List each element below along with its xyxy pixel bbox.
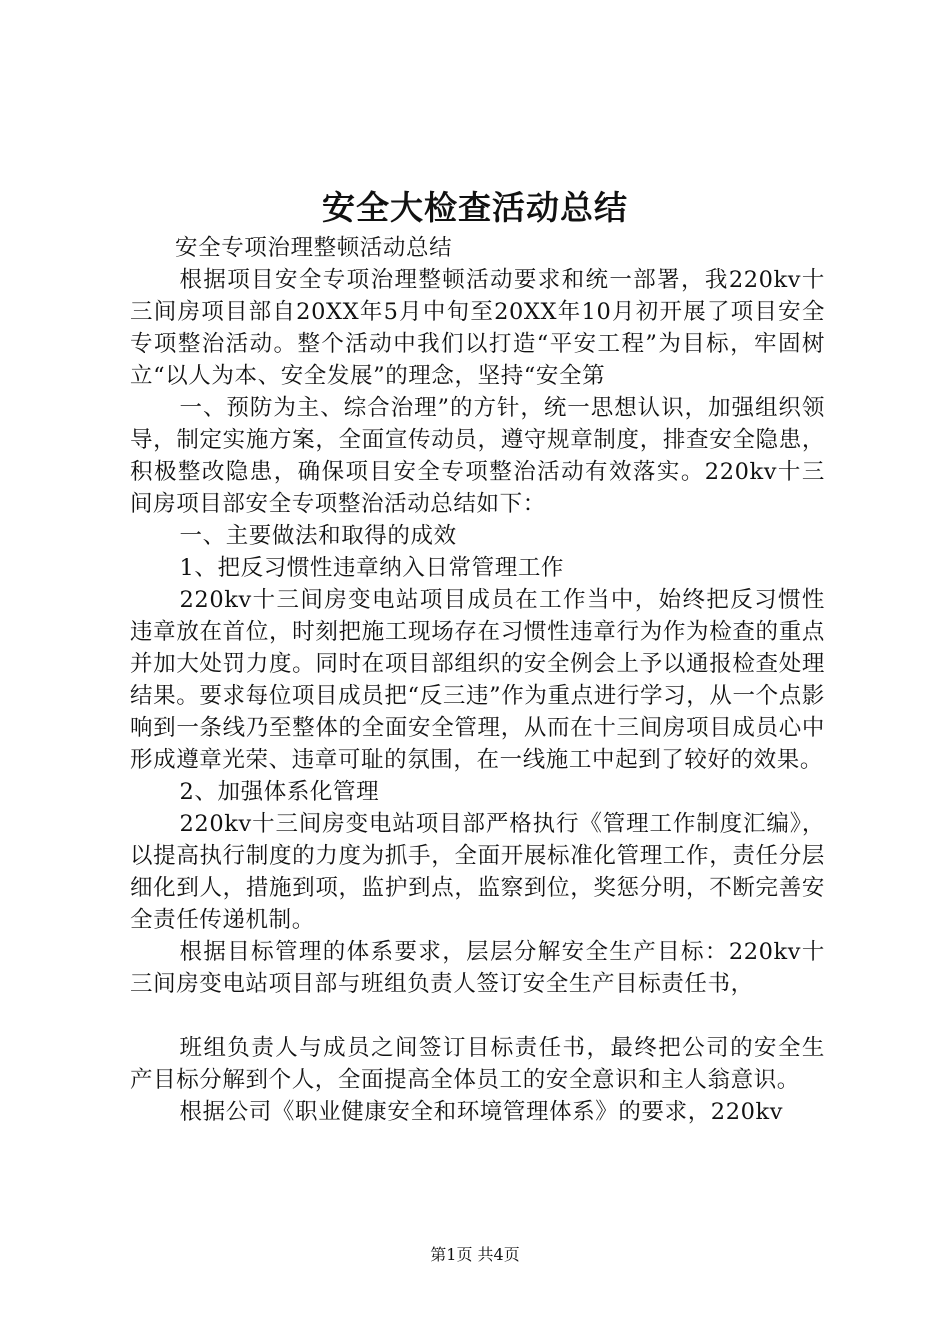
body-paragraph: 根据公司《职业健康安全和环境管理体系》的要求，220kv: [179, 1099, 784, 1125]
body-paragraph: 根据目标管理的体系要求，层层分解安全生产目标：220kv十三间房变电站项目部与班组负责人签订安全生产目标责任书，: [130, 939, 825, 997]
page-footer: 第1页 共4页: [430, 1245, 520, 1264]
body-paragraph: 220kv十三间房变电站项目成员在工作当中，始终把反习惯性违章放在首位，时刻把施工现场存在习惯性违章行为作为检查的重点并加大处罚力度。同时在项目部组织的安全例会上予以通报检查处理结果。要求每位项目成员把“反三违”作为重点进行学习，从一个点影响到一条线乃至整体的全面安全管理，从而在十三间房项目成员心中形成遵章光荣、违章可耻的氛围，在一线施工中起到了较好的效果。: [130, 587, 825, 773]
subtitle-paragraph: 安全专项治理整顿活动总结: [175, 235, 453, 261]
document-title: 安全大检查活动总结: [322, 188, 628, 227]
blank-line: [130, 1000, 825, 1032]
subsection-heading: 1、把反习惯性违章纳入日常管理工作: [179, 555, 565, 581]
subsection-heading: 2、加强体系化管理: [179, 779, 380, 805]
body-paragraph: 班组负责人与成员之间签订目标责任书，最终把公司的安全生产目标分解到个人，全面提高全体员工的安全意识和主人翁意识。: [130, 1035, 825, 1093]
section-heading: 一、主要做法和取得的成效: [179, 523, 457, 549]
body-paragraph: 220kv十三间房变电站项目部严格执行《管理工作制度汇编》，以提高执行制度的力度为抓手，全面开展标准化管理工作，责任分层细化到人，措施到项，监护到点，监察到位，奖惩分明，不断完善安全责任传递机制。: [130, 811, 825, 933]
body-paragraph: 根据项目安全专项治理整顿活动要求和统一部署，我220kv十三间房项目部自20XX年5月中旬至20XX年10月初开展了项目安全专项整治活动。整个活动中我们以打造“平安工程”为目标，牢固树立“以人为本、安全发展”的理念，坚持“安全第: [130, 267, 825, 389]
document-body: [130, 232, 825, 1128]
body-paragraph: 一、预防为主、综合治理”的方针，统一思想认识，加强组织领导，制定实施方案，全面宣传动员，遵守规章制度，排查安全隐患，积极整改隐患，确保项目安全专项整治活动有效落实。220kv十三间房项目部安全专项整治活动总结如下：: [130, 395, 825, 517]
